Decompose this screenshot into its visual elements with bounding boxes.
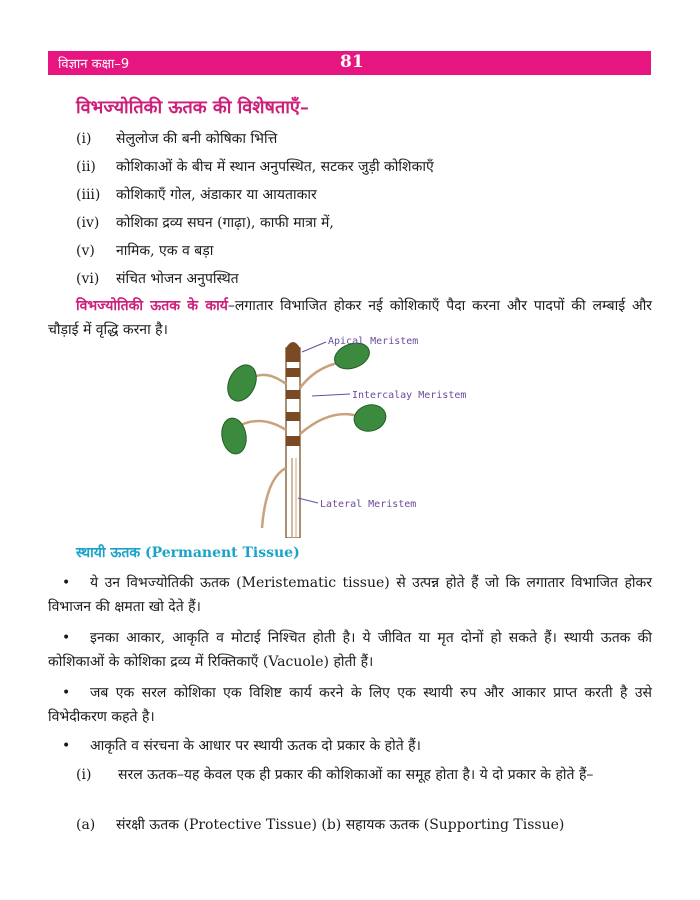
- feature-item: (vi) संचित भोजन अनुपस्थित: [76, 271, 239, 287]
- bullet-item: • ये उन विभज्योतिकी ऊतक (Meristematic tissue) से उत्पन्न होते हैं जो कि लगातार विभाजित होकर विभाजन की क्षमता खो देते हैं।: [48, 575, 652, 615]
- permanent-tissue-title: स्थायी ऊतक (Permanent Tissue): [76, 545, 300, 561]
- feature-item: (iii) कोशिकाएँ गोल, अंडाकार या आयताकार: [76, 187, 317, 203]
- intercalary-meristem-label: Intercalay Meristem: [352, 390, 467, 401]
- plant-stem: [286, 342, 300, 538]
- feature-item: (ii) कोशिकाओं के बीच में स्थान अनुपस्थित, सटकर जुड़ी कोशिकाएँ: [76, 159, 434, 175]
- feature-item: (i) सेलुलोज की बनी कोषिका भित्ति: [76, 131, 278, 147]
- function-text: –लगातार विभाजित होकर नई कोशिकाएँ पैदा करना और पादपों की लम्बाई और चौड़ाई में वृद्धि करना है।: [48, 298, 652, 338]
- bullet-item: • जब एक सरल कोशिका एक विशिष्ट कार्य करने के लिए एक स्थायी रुप और आकार प्राप्त करती है उसे विभेदीकरण कहते है।: [48, 685, 652, 725]
- simple-tissue-para: (i) सरल ऊतक–यह केवल एक ही प्रकार की कोशिकाओं का समूह होता है। ये दो प्रकार के होते हैं–: [76, 767, 594, 783]
- bullet-item: • आकृति व संरचना के आधार पर स्थायी ऊतक दो प्रकार के होते हैं।: [62, 738, 421, 754]
- feature-item: (iv) कोशिका द्रव्य सघन (गाढ़ा), काफी मात्रा में,: [76, 215, 334, 231]
- page-number: 81: [340, 52, 364, 72]
- subject-label: विज्ञान कक्षा–9: [58, 57, 130, 72]
- feature-item: (v) नामिक, एक व बड़ा: [76, 243, 214, 259]
- page-header: [48, 51, 651, 75]
- section-title: विभज्योतिकी ऊतक की विशेषताएँ–: [76, 97, 309, 118]
- bullet-item: • इनका आकार, आकृति व मोटाई निश्चित होती है। ये जीवित या मृत दोनों हो सकते हैं। स्थायी ऊतक की कोशिकाओं के कोशिका द्रव्य में रिक्तिकाएँ (Vacuole) होती हैं।: [48, 630, 652, 670]
- lateral-meristem-label: Lateral Meristem: [320, 499, 417, 510]
- function-label: विभज्योतिकी ऊतक के कार्य: [76, 298, 228, 314]
- tissue-types-line: (a) संरक्षी ऊतक (Protective Tissue) (b) सहायक ऊतक (Supporting Tissue): [76, 817, 565, 833]
- meristem-diagram: [220, 328, 485, 538]
- apical-meristem-label: Apical Meristem: [328, 336, 419, 347]
